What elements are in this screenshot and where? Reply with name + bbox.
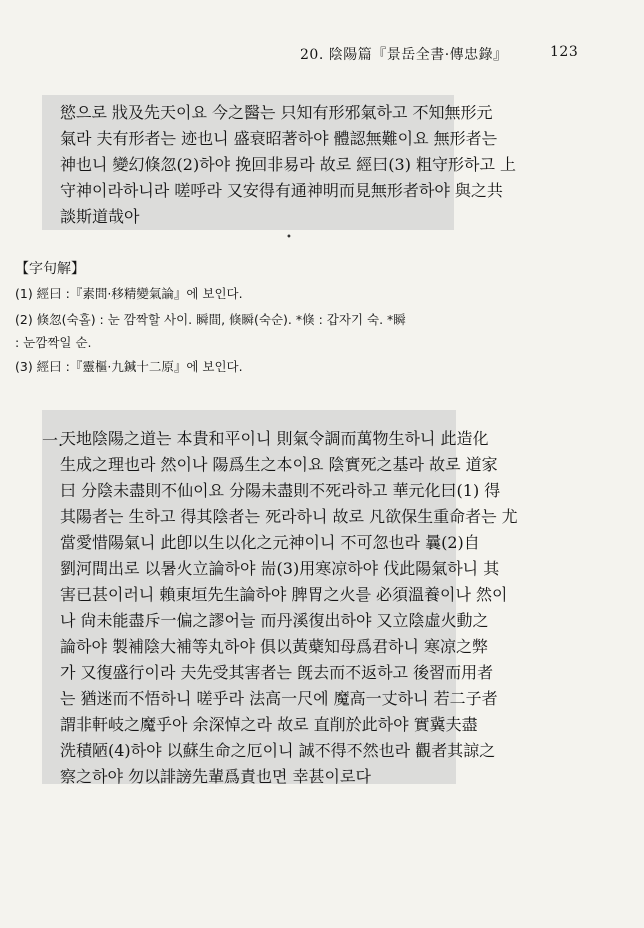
passage-line: 談斯道哉아 xyxy=(60,207,140,226)
passage-line: 慾으로 戕及先天이요 今之醫는 只知有形邪氣하고 不知無形元 xyxy=(60,103,493,122)
note-item: : 눈깜짝일 순. xyxy=(15,335,92,350)
passage-line: 察之하야 勿以誹謗先輩爲責也면 幸甚이로다 xyxy=(60,767,371,786)
note-item: (1) 經曰 :『素問·移精變氣論』에 보인다. xyxy=(15,286,243,301)
passage-line: 論하야 製補陰大補等丸하야 俱以黃蘗知母爲君하니 寒凉之弊 xyxy=(60,637,488,656)
page-number: 123 xyxy=(550,44,579,60)
passage-line: 其陽者는 生하고 得其陰者는 死라하니 故로 凡欲保生重命者는 尤 xyxy=(60,507,518,526)
passage-line: 生成之理也라 然이나 陽爲生之本이요 陰實死之基라 故로 道家 xyxy=(60,455,498,474)
passage-line: 曰 分陰未盡則不仙이요 分陽未盡則不死라하고 華元化曰(1) 得 xyxy=(60,481,501,500)
note-item: (2) 倏忽(숙홀) : 눈 깜짝할 사이. 瞬間, 倏瞬(숙순). *倏 : 갑자기 숙. *瞬 xyxy=(15,312,406,327)
passage-line: 洗積陋(4)하야 以蘇生命之厄이니 誠不得不然也라 觀者其諒之 xyxy=(60,741,496,760)
passage-line: 는 猶迷而不悟하니 嗟乎라 法高一尺에 魔高一丈하니 若二子者 xyxy=(60,689,498,708)
passage-line: 謂非軒岐之魔乎아 余深悼之라 故로 直削於此하야 實冀夫盡 xyxy=(60,715,478,734)
passage-line: 守神이라하니라 嗟呼라 又安得有通神明而見無形者하야 與之共 xyxy=(60,181,503,200)
passage-line: 神也니 變幻倏忽(2)하야 挽回非易라 故로 經曰(3) 粗守形하고 上 xyxy=(60,155,517,174)
passage-line: 劉河間出로 以暑火立論하야 耑(3)用寒凉하야 伐此陽氣하니 其 xyxy=(60,559,500,578)
note-item: (3) 經曰 :『靈樞·九鍼十二原』에 보인다. xyxy=(15,359,243,374)
section-heading: 【字句解】 xyxy=(15,261,85,277)
page-header xyxy=(300,44,600,64)
paragraph-bullet: 一. xyxy=(42,431,64,450)
passage-line: 氣라 夫有形者는 迹也니 盛衰昭著하야 體認無難이요 無形者는 xyxy=(60,129,498,148)
passage-line: 害已甚이러니 賴東垣先生論하야 脾胃之火를 必須溫養이나 然이 xyxy=(60,585,508,604)
passage-line: 나 尙未能盡斥一偏之謬어늘 而丹溪復出하야 又立陰虛火動之 xyxy=(60,611,489,630)
passage-line: 天地陰陽之道는 本貴和平이니 則氣令調而萬物生하니 此造化 xyxy=(60,429,489,448)
header-title: 20. 陰陽篇『景岳全書·傳忠錄』 xyxy=(300,47,508,63)
passage-line: 當愛惜陽氣니 此卽以生以化之元神이니 不可忽也라 曩(2)自 xyxy=(60,533,480,552)
small-dot-mark: • xyxy=(286,232,292,243)
passage-line: 가 又復盛行이라 夫先受其害者는 旣去而不返하고 後習而用者 xyxy=(60,663,494,682)
